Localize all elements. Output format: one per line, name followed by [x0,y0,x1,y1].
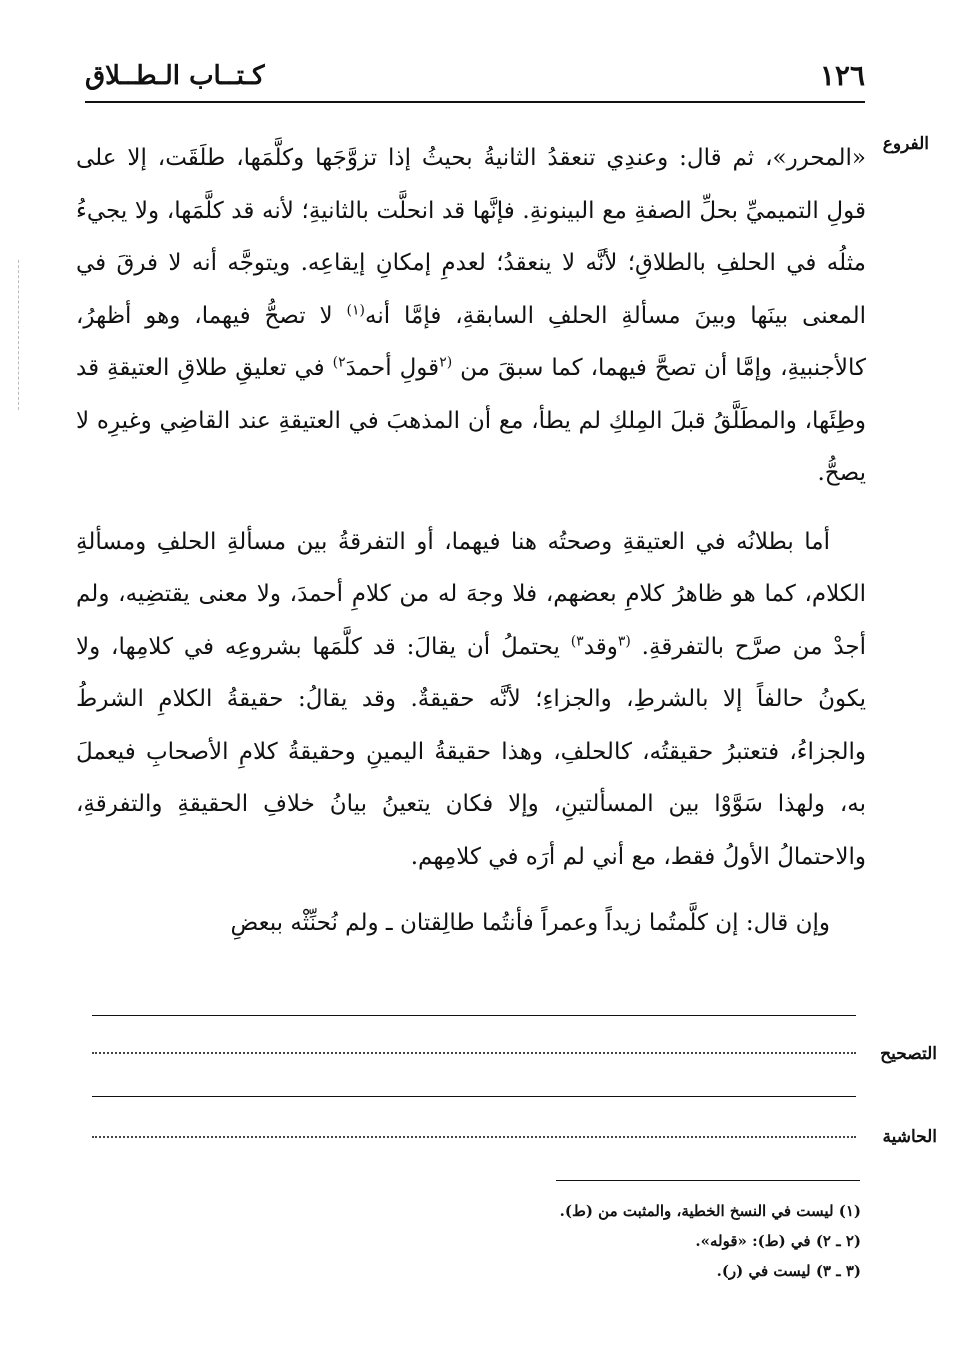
page-number: ١٢٦ [819,59,865,92]
paragraph-1 [76,132,866,500]
correction-dotted-line [92,1052,856,1054]
footnote-reference: ٣) [570,632,584,649]
paragraph-3 [76,897,866,950]
text-run: لا تصحُّ فيهما، وهو أظهرُ، كالأجنبيةِ، وإمَّا أن تصحَّ فيهما، كما سبقَ من [76,302,866,381]
paragraph-2 [76,516,866,884]
running-title: كـتــاب الـطــلاق [85,61,265,91]
correction-label: التصحيح [880,1044,937,1064]
annotation-label: الحاشية [882,1127,937,1147]
footnote-divider [556,1180,860,1181]
text-run: وقد [583,633,618,660]
footnotes [560,1196,861,1286]
main-text [76,132,866,950]
footnote-1: (١) ليست في النسخ الخطية، والمثبت من (ط). [559,1202,861,1220]
margin-guide-line [18,260,19,410]
header-rule [85,101,865,103]
apparatus-top-rule [92,1015,856,1016]
apparatus-middle-rule [92,1096,856,1097]
text-run: «المحرر»، ثم قال: وعندِي تنعقدُ الثانيةُ بحيثُ إذا تزوَّجَها وكلَّمَها، طلَقَت، إلا على قولِ التميميِّ بحلِّ الصفةِ مع البينونةِ. فإنَّها قد انحلَّت بالثانيةِ؛ لأنه قد كلَّمَها، ولا يجيءُ مثلُه في الحلفِ بالطلاقِ؛ لأنَّه لا ينعقدُ؛ لعدمِ إمكانِ إيقاعِه. ويتوجَّه أنه لا فرقَ في المعنى بينَها وبينَ مسألةِ الحلفِ السابقةِ، فإمَّا أنه [76,145,866,329]
annotation-dotted-line [92,1136,856,1138]
footnote-reference: (٣ [617,632,631,649]
footnote-reference: (٢ [439,354,453,371]
text-run: وإن قال: إن كلَّمتُما زيداً وعمراً فأنتُما طالِقتان ـ ولم نُحنِّثْه ببعضِ [230,910,830,936]
footnote-reference: ٢) [332,354,346,371]
margin-section-label: الفروع [882,134,929,154]
text-run: قولِ أحمدَ [345,355,440,381]
text-run: أما بطلانُه في العتيقةِ وصحتُه هنا فيهما، أو التفرقةُ بين مسألةِ الحلفِ ومسألةِ الكلام، كما هو ظاهرُ كلامِ بعضهم، فلا وجهَ له من كلامِ أحمدَ، ولا معنى يقتضِيه، ولم أجدْ من صرَّح بالتفرقةِ. [76,528,866,660]
page-header [85,58,865,98]
text-run: يحتملُ أن يقالَ: قد كلَّمَها بشروعِه في كلامِها، ولا يكونُ حالفاً إلا بالشرطِ، والجزاءِ؛ لأنَّه حقيقةٌ. وقد يقالُ: حقيقةُ الكلامِ الشرطُ والجزاءُ، فتعتبرُ حقيقتُه، كالحلفِ، وهذا حقيقةُ اليمينِ وحقيقةُ كلامِ الأصحابِ فيعملَ به، ولهذا سَوَّوْا بين المسألتينِ، وإلا فكان يتعينُ بيانُ خلافِ الحقيقةِ والتفرقةِ، والاحتمالُ الأولُ فقط، مع أني لم أرَه في كلامِهم. [76,633,866,870]
footnote-3: (٣ ـ ٣) ليست في (ر). [716,1262,861,1280]
footnote-2: (٢ ـ ٢) في (ط): «قوله». [695,1232,861,1250]
footnote-reference: (١) [346,301,366,318]
text-run: في تعليقِ طلاقِ العتيقةِ قد وطِئَها، والمطَلَّقُ قبلَ المِلكِ لم يطأ، مع أن المذهبَ في العتيقةِ عند القاضِي وغيرِه لا يصحُّ. [76,355,866,486]
